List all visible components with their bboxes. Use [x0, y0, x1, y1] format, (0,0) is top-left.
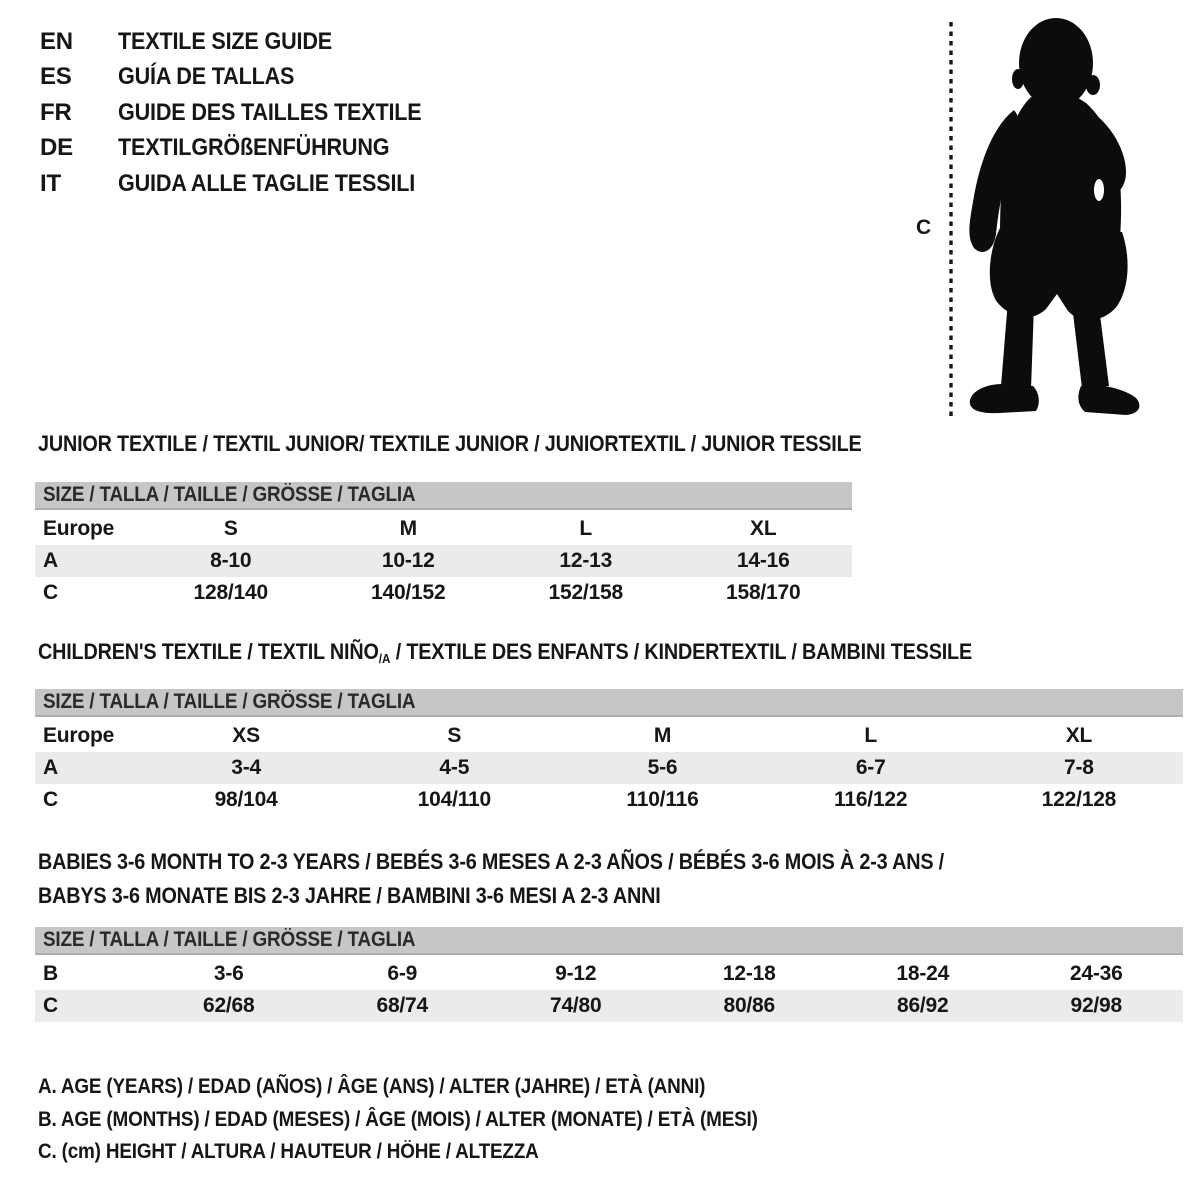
height-cell: 92/98 — [1070, 994, 1123, 1017]
legend-item-b — [38, 1104, 838, 1137]
children-title-sub: /A — [378, 651, 391, 666]
size-cell: L — [579, 517, 593, 540]
babies-title-line1: BABIES 3-6 MONTH TO 2-3 YEARS / BEBÉS 3-6 MESES A 2-3 AÑOS / BÉBÉS 3-6 MOIS À 2-3 ANS / — [38, 849, 944, 874]
size-header-label: SIZE / TALLA / TAILLE / GRÖSSE / TAGLIA — [43, 690, 416, 713]
size-cell: S — [223, 517, 238, 540]
height-measure-label: C — [916, 216, 931, 239]
height-cell: 80/86 — [723, 994, 776, 1017]
height-cell: 68/74 — [376, 994, 429, 1017]
babies-title-line2: BABYS 3-6 MONATE BIS 2-3 JAHRE / BAMBINI 3-6 MESI A 2-3 ANNI — [38, 882, 661, 908]
children-size-table — [35, 689, 1183, 816]
babies-section-title — [38, 845, 1045, 912]
size-cell: M — [653, 724, 672, 747]
table-row — [35, 990, 1183, 1022]
legend-item-a — [38, 1071, 838, 1104]
children-title-pre: CHILDREN'S TEXTILE / TEXTIL NIÑO — [38, 639, 379, 664]
age-cell: 6-9 — [387, 962, 418, 985]
height-cell: 104/110 — [417, 788, 491, 811]
height-cell: 86/92 — [896, 994, 949, 1017]
size-cell: XS — [232, 724, 260, 747]
age-cell: 8-10 — [210, 549, 252, 572]
language-row — [40, 60, 455, 96]
size-figure — [900, 0, 1200, 430]
age-cell: 12-18 — [722, 962, 776, 985]
language-row — [40, 24, 455, 60]
height-cell: 110/116 — [626, 788, 699, 811]
children-section-title — [38, 639, 1076, 666]
row-label: C — [43, 581, 58, 604]
language-code: ES — [40, 63, 72, 91]
age-cell: 3-6 — [213, 962, 244, 985]
language-title-list — [40, 24, 455, 202]
junior-section-title — [38, 431, 953, 457]
age-cell: 10-12 — [381, 549, 435, 572]
age-cell: 4-5 — [439, 756, 470, 779]
size-header-label: SIZE / TALLA / TAILLE / GRÖSSE / TAGLIA — [43, 928, 416, 951]
legend-item-b-text: B. AGE (MONTHS) / EDAD (MESES) / ÂGE (MOIS) / ALTER (MONATE) / ETÀ (MESI) — [38, 1107, 758, 1131]
junior-table-header — [35, 482, 852, 510]
size-cell: L — [864, 724, 878, 747]
junior-size-table — [35, 482, 852, 609]
size-cell: S — [447, 724, 462, 747]
babies-table-header — [35, 927, 1183, 955]
language-code: FR — [40, 98, 72, 126]
language-title: TEXTILGRÖßENFÜHRUNG — [118, 134, 390, 162]
height-cell: 128/140 — [193, 581, 268, 604]
height-cell: 158/170 — [725, 581, 801, 604]
junior-section-title-text: JUNIOR TEXTILE / TEXTIL JUNIOR/ TEXTILE JUNIOR / JUNIORTEXTIL / JUNIOR TESSILE — [38, 431, 862, 456]
height-cell: 62/68 — [202, 994, 255, 1017]
table-row — [35, 720, 1183, 752]
children-table-header — [35, 689, 1183, 717]
language-code: IT — [40, 169, 61, 197]
row-label: B — [43, 962, 58, 985]
language-title: GUIDA ALLE TAGLIE TESSILI — [118, 169, 416, 197]
row-label: Europe — [43, 517, 115, 540]
row-label: C — [43, 788, 58, 811]
row-label: A — [43, 756, 58, 779]
height-cell: 122/128 — [1041, 788, 1117, 811]
size-cell: M — [399, 517, 417, 540]
table-row — [35, 513, 852, 545]
table-row — [35, 545, 852, 577]
measure-legend — [38, 1071, 838, 1169]
age-cell: 24-36 — [1069, 962, 1123, 985]
legend-item-a-text: A. AGE (YEARS) / EDAD (AÑOS) / ÂGE (ANS) / ALTER (JAHRE) / ETÀ (ANNI) — [38, 1075, 706, 1098]
row-label: C — [43, 994, 58, 1017]
language-title: GUÍA DE TALLAS — [118, 63, 295, 91]
age-cell: 7-8 — [1064, 756, 1094, 779]
height-cell: 140/152 — [370, 581, 446, 604]
toddler-silhouette — [969, 18, 1139, 415]
row-label: Europe — [43, 724, 115, 747]
language-title: TEXTILE SIZE GUIDE — [118, 27, 332, 55]
height-cell: 74/80 — [549, 994, 602, 1017]
size-header-label: SIZE / TALLA / TAILLE / GRÖSSE / TAGLIA — [43, 483, 416, 506]
language-code: DE — [40, 134, 73, 162]
legend-item-c-text: C. (cm) HEIGHT / ALTURA / HAUTEUR / HÖHE / ALTEZZA — [38, 1140, 539, 1163]
age-cell: 14-16 — [736, 549, 790, 572]
table-row — [35, 752, 1183, 784]
size-cell: XL — [1065, 724, 1093, 747]
height-cell: 98/104 — [214, 788, 278, 811]
age-cell: 12-13 — [559, 549, 613, 572]
height-cell: 116/122 — [834, 788, 908, 811]
table-row — [35, 784, 1183, 816]
language-title: GUIDE DES TAILLES TEXTILE — [118, 98, 422, 126]
row-label: A — [43, 549, 58, 572]
language-row — [40, 131, 455, 167]
size-cell: XL — [750, 517, 777, 540]
children-section-title-text — [38, 639, 972, 666]
table-row — [35, 577, 852, 609]
language-row — [40, 166, 455, 202]
children-title-post: / TEXTILE DES ENFANTS / KINDERTEXTIL / BAMBINI TESSILE — [390, 639, 973, 664]
table-row — [35, 958, 1183, 990]
age-cell: 5-6 — [647, 756, 678, 779]
language-row — [40, 95, 455, 131]
height-cell: 152/158 — [548, 581, 623, 604]
legend-item-c — [38, 1136, 838, 1169]
babies-size-table — [35, 927, 1183, 1022]
age-cell: 3-4 — [231, 756, 261, 779]
age-cell: 9-12 — [555, 962, 597, 985]
age-cell: 6-7 — [855, 756, 886, 779]
age-cell: 18-24 — [896, 962, 950, 985]
language-code: EN — [40, 27, 73, 55]
